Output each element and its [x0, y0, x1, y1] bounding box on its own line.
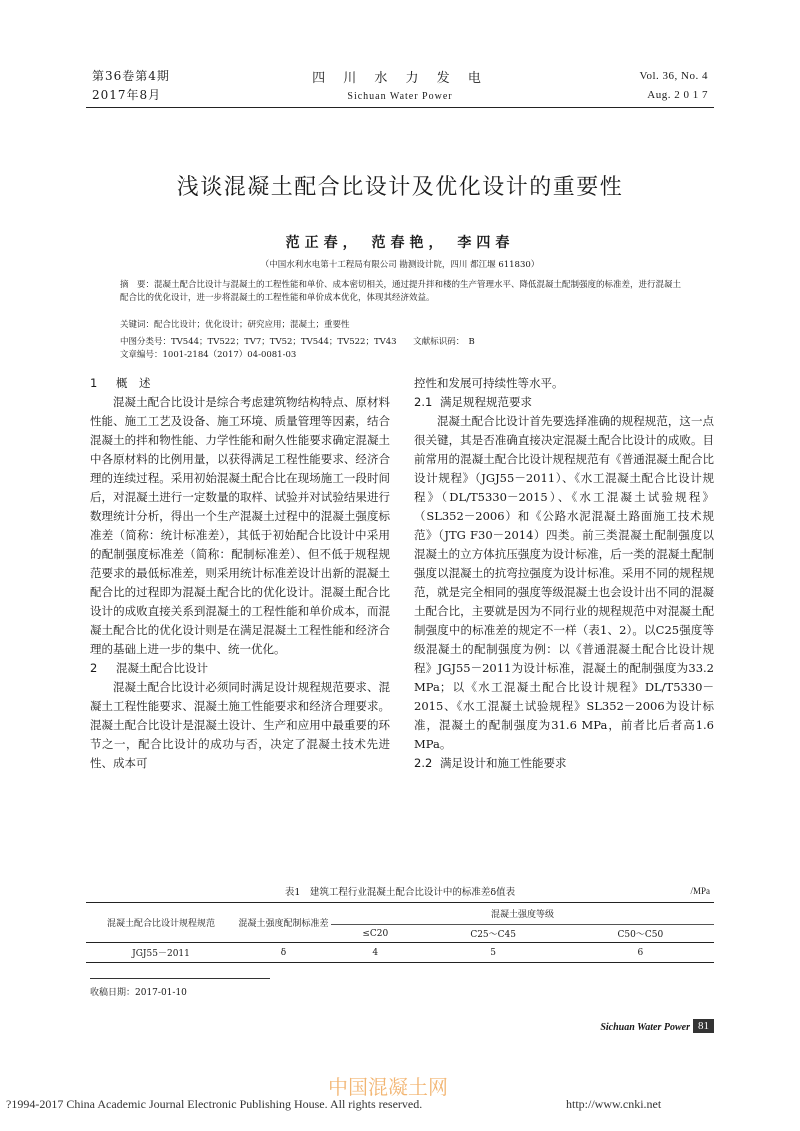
table-cell-spec: JGJ55－2011 — [86, 943, 236, 963]
clc-number: 中图分类号：TV544；TV522；TV7；TV52；TV544；TV522；TV43 — [120, 337, 397, 347]
table-unit: /MPa — [690, 886, 710, 896]
section-number: 1 — [90, 376, 98, 390]
paragraph-continued: 控性和发展可持续性等水平。 — [414, 376, 564, 390]
classification-line — [120, 336, 685, 362]
table-cell-value: 4 — [331, 943, 420, 963]
table-row — [86, 943, 714, 963]
paper-authors: 范正春， 范春艳， 李四春 — [285, 235, 515, 251]
section-title: 混凝土配合比设计 — [116, 661, 208, 675]
section-number: 2 — [90, 661, 98, 675]
subsection-heading — [414, 754, 714, 773]
issue-info — [92, 67, 170, 105]
journal-name-zh: 四 川 水 力 发 电 — [312, 71, 488, 86]
table-header-grade: 混凝土强度等级 — [331, 903, 714, 925]
standard-deviation-table — [86, 902, 714, 963]
keywords: 关键词：配合比设计；优化设计；研究应用；混凝土；重要性 — [120, 320, 350, 330]
cnki-link[interactable]: http://www.cnki.net — [566, 1097, 662, 1111]
table-cell-value: 5 — [420, 943, 567, 963]
section-title: 概 述 — [116, 376, 151, 390]
section-number: 2.1 — [414, 395, 433, 409]
journal-name — [300, 67, 500, 102]
volume-issue: 第36卷第4期 — [92, 69, 170, 83]
paragraph: 混凝土配合比设计是综合考虑建筑物结构特点、原材料性能、施工工艺及设备、施工环境、质量管理等因素，结合混凝土的拌和物性能、力学性能和耐久性能要求确定混凝土中各原材料的比例用量，以获得满足工程性能要求、经济合理的连续过程。采用初始混凝土配合比在现场施工一段时间后，对混凝土进行一定数量的取样、试验并对试验结果进行数理统计分析，得出一个生产混凝土过程中的混凝土强度标准差（简称：统计标准差），其低于初始配合比设计中采用的配制强度标准差（简称：配制标准差）、但不低于规程规范要求的最低标准差，则采用统计标准差设计出新的混凝土配合比的过程即为混凝土配合比的优化设计。混凝土配合比设计的成败直接关系到混凝土的工程性能和单价成本，而混凝土配合比的优化设计则是在满足混凝土工程性能和经济合理的基础上进一步的集中、统一优化。 — [90, 395, 390, 656]
footer-journal-name: Sichuan Water Power — [600, 1022, 690, 1033]
issue-info-en — [639, 67, 708, 105]
section-title: 满足规程规范要求 — [440, 395, 532, 409]
header-divider — [86, 107, 714, 108]
table-header-spec: 混凝土配合比设计规程规范 — [86, 903, 236, 943]
footnote-divider — [90, 978, 270, 979]
copyright-text: ?1994-2017 China Academic Journal Electronic Publishing House. All rights reserved. — [6, 1097, 423, 1111]
copyright-notice — [6, 1097, 662, 1112]
document-code: 文献标识码： B — [413, 337, 475, 347]
received-date: 收稿日期：2017-01-10 — [90, 988, 187, 998]
table-caption: 表1 建筑工程行业混凝土配合比设计中的标准差δ值表 — [284, 887, 516, 898]
paragraph: 混凝土配合比设计必须同时满足设计规程规范要求、混凝土工程性能要求、混凝土施工性能要求和经济合理要求。混凝土配合比设计是混凝土设计、生产和应用中最重要的环节之一，配合比设计的成功与否，决定了混凝土技术先进性、成本可 — [90, 680, 390, 770]
table-subheader: ≤C20 — [331, 925, 420, 943]
paper-title: 浅谈混凝土配合比设计及优化设计的重要性 — [176, 175, 624, 200]
page-number: 81 — [693, 1019, 714, 1033]
table-subheader: C25～C45 — [420, 925, 567, 943]
section-title: 满足设计和施工性能要求 — [440, 756, 567, 770]
volume-issue-en: Vol. 36, No. 4 — [639, 70, 708, 82]
article-number: 文章编号：1001-2184（2017）04-0081-03 — [120, 350, 297, 360]
site-watermark: 中国混凝土网 — [328, 1075, 448, 1099]
section-heading — [90, 659, 390, 678]
issue-date: 2017年8月 — [92, 88, 162, 102]
table-cell-value: 6 — [567, 943, 714, 963]
paragraph: 混凝土配合比设计首先要选择准确的规程规范，这一点很关键，其是否准确直接决定混凝土配合比设计的成败。目前常用的混凝土配合比设计规程规范有《普通混凝土配合比设计规程》（JGJ55－2011）、《水工混凝土配合比设计规程》（DL/T5330－2015）、《水工混凝土试验规程》（SL352－2006）和《公路水泥混凝土路面施工技术规范》（JTG F30－2014）四类。前三类混凝土配制强度以混凝土的立方体抗压强度为设计标准，后一类的混凝土配制强度以混凝土的抗弯拉强度为设计标准。采用不同的规程规范，就是完全相同的强度等级混凝土也会设计出不同的混凝土配合比，主要就是因为不同行业的规程规范中对混凝土配制强度中的标准差的规定不一样（表1、2）。以C25强度等级混凝土的配制强度为例：以《普通混凝土配合比设计规程》JGJ55－2011为设计标准，混凝土的配制强度为33.2 MPa；以《水工混凝土配合比设计规程》DL/T5330－2015、《水工混凝土试验规程》SL352－2006为设计标准，混凝土的配制强度为31.6 MPa，前者比后者高1.6 MPa。 — [414, 414, 714, 751]
table-cell-symbol: δ — [236, 943, 331, 963]
subsection-heading — [414, 393, 714, 412]
author-affiliation: （中国水利水电第十工程局有限公司 勘测设计院，四川 都江堰 611830） — [260, 260, 540, 270]
left-column — [90, 374, 390, 773]
section-number: 2.2 — [414, 756, 433, 770]
issue-date-en: Aug. 2 0 1 7 — [647, 89, 708, 101]
section-heading — [90, 374, 390, 393]
right-column — [414, 374, 714, 773]
journal-name-en: Sichuan Water Power — [347, 91, 453, 102]
table-subheader: C50～C50 — [567, 925, 714, 943]
abstract: 摘 要：混凝土配合比设计与混凝土的工程性能和单价、成本密切相关，通过提升拌和楼的生产管理水平、降低混凝土配制强度的标准差，进行混凝土配合比的优化设计，进一步将混凝土的工程性能和单价成本优化，体现其经济效益。 — [120, 280, 682, 303]
table-header-deviation: 混凝土强度配制标准差 — [236, 903, 331, 943]
